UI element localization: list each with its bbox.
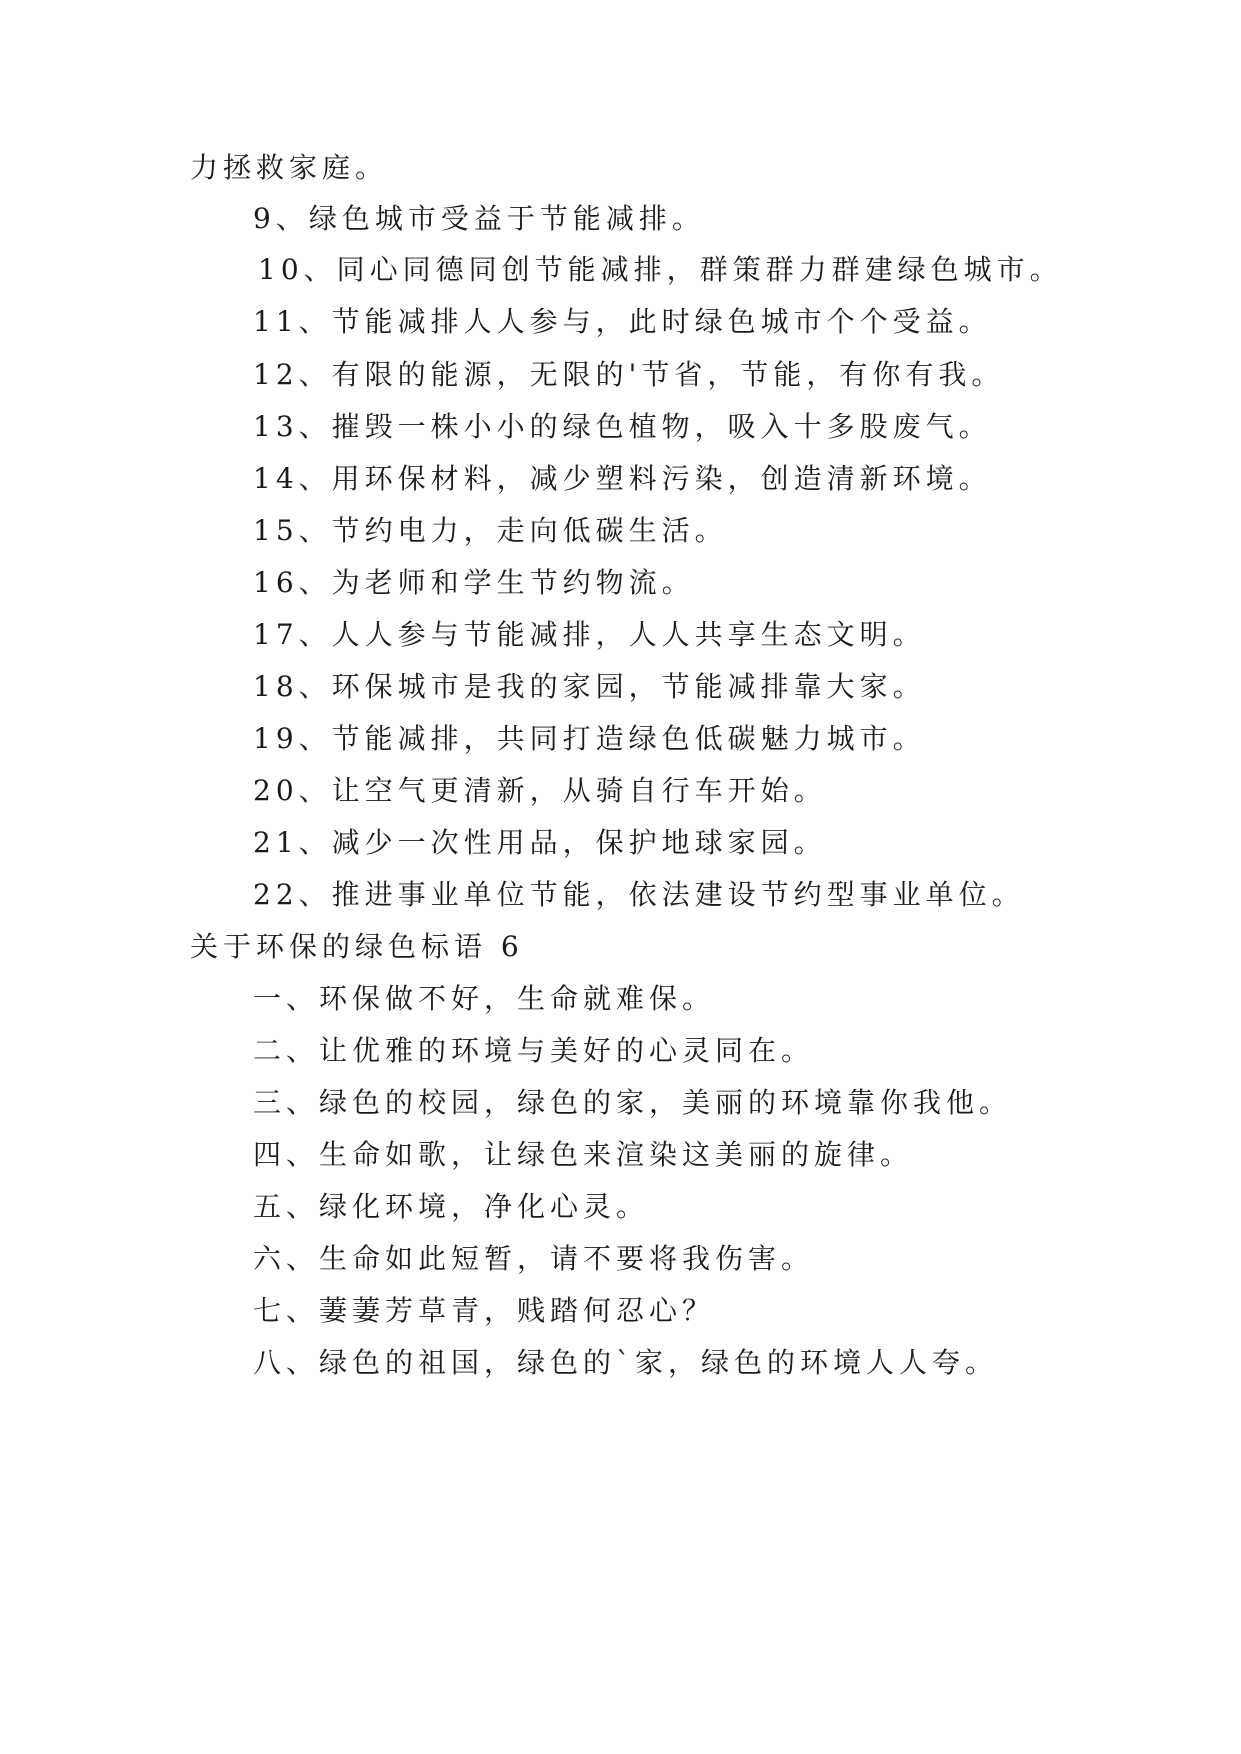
slogan-item-14: 14、用环保材料，减少塑料污染，创造清新环境。 — [253, 462, 992, 495]
slogan-item-12: 12、有限的能源，无限的'节省，节能，有你有我。 — [253, 358, 1005, 391]
slogan-item-15: 15、节约电力，走向低碳生活。 — [253, 514, 728, 547]
slogan-item-11: 11、节能减排人人参与，此时绿色城市个个受益。 — [253, 305, 992, 338]
slogan-item-2: 二、让优雅的环境与美好的心灵同在。 — [253, 1034, 815, 1067]
slogan-item-5: 五、绿化环境，净化心灵。 — [253, 1190, 650, 1223]
slogan-item-20: 20、让空气更清新，从骑自行车开始。 — [253, 774, 827, 807]
slogan-item-17: 17、人人参与节能减排，人人共享生态文明。 — [253, 618, 926, 651]
slogan-item-19: 19、节能减排，共同打造绿色低碳魅力城市。 — [253, 722, 926, 755]
slogan-item-22: 22、推进事业单位节能，依法建设节约型事业单位。 — [253, 878, 1025, 911]
slogan-item-6: 六、生命如此短暂，请不要将我伤害。 — [253, 1242, 815, 1275]
slogan-item-13: 13、摧毁一株小小的绿色植物，吸入十多股废气。 — [253, 410, 992, 443]
slogan-item-3: 三、绿色的校园，绿色的家，美丽的环境靠你我他。 — [253, 1086, 1013, 1119]
slogan-item-21: 21、减少一次性用品，保护地球家园。 — [253, 826, 827, 859]
slogan-item-8: 八、绿色的祖国，绿色的`家，绿色的环境人人夸。 — [253, 1346, 999, 1379]
slogan-item-7: 七、萋萋芳草青，贱踏何忍心？ — [253, 1294, 716, 1327]
section-heading: 关于环保的绿色标语 6 — [190, 930, 524, 963]
slogan-item-18: 18、环保城市是我的家园，节能减排靠大家。 — [253, 670, 926, 703]
slogan-item-16: 16、为老师和学生节约物流。 — [253, 566, 695, 599]
slogan-item-9: 9、绿色城市受益于节能减排。 — [253, 202, 705, 235]
slogan-item-4: 四、生命如歌，让绿色来渲染这美丽的旋律。 — [253, 1138, 914, 1171]
slogan-item-10: 10、同心同德同创节能减排，群策群力群建绿色城市。 — [258, 253, 1063, 286]
continuation-line: 力拯救家庭。 — [190, 151, 389, 184]
slogan-item-1: 一、环保做不好，生命就难保。 — [253, 982, 716, 1015]
